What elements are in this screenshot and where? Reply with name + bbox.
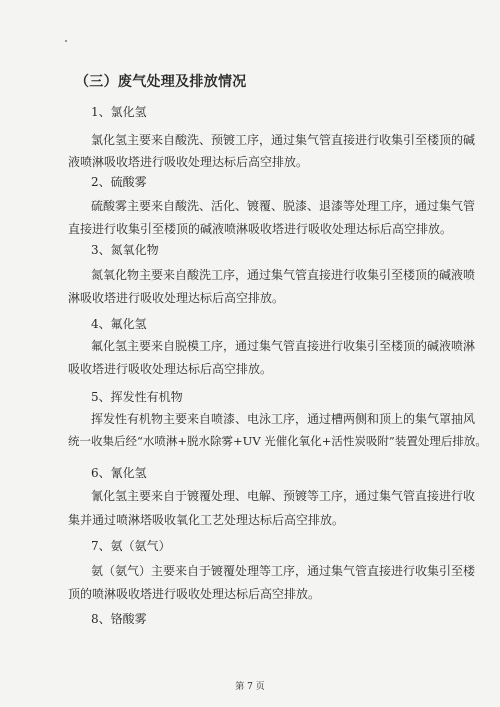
item-heading-hydrogen-cyanide: 6、氰化氢 xyxy=(91,466,147,480)
paragraph-line: 氨（氨气）主要来自于镀覆处理等工序，通过集气管直接进行收集引至楼 xyxy=(91,564,476,578)
item-heading-chromic-acid-mist: 8、铬酸雾 xyxy=(91,612,147,626)
paragraph-line: 挥发性有机物主要来自喷漆、电泳工序，通过槽两侧和顶上的集气罩抽风 xyxy=(91,412,476,426)
paragraph-line: 集并通过喷淋塔吸收氧化工艺处理达标后高空排放。 xyxy=(68,513,345,527)
paragraph-line: 硫酸雾主要来自酸洗、活化、镀覆、脱漆、退漆等处理工序，通过集气管 xyxy=(91,199,476,213)
item-heading-ammonia: 7、氨（氨气） xyxy=(91,539,171,553)
paragraph-line: 氰化氢主要来自于镀覆处理、电解、预镀等工序，通过集气管直接进行收 xyxy=(91,489,476,503)
page-number: 第 7 页 xyxy=(235,682,265,692)
paragraph-line: 吸收塔进行吸收处理达标后高空排放。 xyxy=(68,362,273,376)
paragraph-line: 液喷淋吸收塔进行吸收处理达标后高空排放。 xyxy=(68,155,309,169)
paragraph-line: 统一收集后经“水喷淋+脱水除雾+UV 光催化氧化+活性炭吸附”装置处理后排放。 xyxy=(68,434,487,448)
paragraph-line: 氮氧化物主要来自酸洗工序，通过集气管直接进行收集引至楼顶的碱液喷 xyxy=(91,268,476,282)
paragraph-line: 淋吸收塔进行吸收处理达标后高空排放。 xyxy=(68,291,285,305)
paragraph-line: 氯化氢主要来自酸洗、预镀工序，通过集气管直接进行收集引至楼顶的碱 xyxy=(91,133,476,147)
item-heading-sulfuric-acid-mist: 2、硫酸雾 xyxy=(91,175,147,189)
item-heading-hydrogen-fluoride: 4、氟化氢 xyxy=(91,317,147,331)
paragraph-line: 氟化氢主要来自脱模工序，通过集气管直接进行收集引至楼顶的碱液喷淋 xyxy=(91,339,476,353)
paragraph-line: 直接进行收集引至楼顶的碱液喷淋吸收塔进行吸收处理达标后高空排放。 xyxy=(68,222,453,236)
paragraph-line: 顶的喷淋吸收塔进行吸收处理达标后高空排放。 xyxy=(68,587,321,601)
item-heading-nitrogen-oxides: 3、氮氧化物 xyxy=(91,243,159,257)
item-heading-vocs: 5、挥发性有机物 xyxy=(91,390,183,404)
item-heading-hcl: 1、氯化氢 xyxy=(91,105,147,119)
scan-speck xyxy=(65,40,67,42)
section-title: （三）废气处理及排放情况 xyxy=(75,74,247,90)
